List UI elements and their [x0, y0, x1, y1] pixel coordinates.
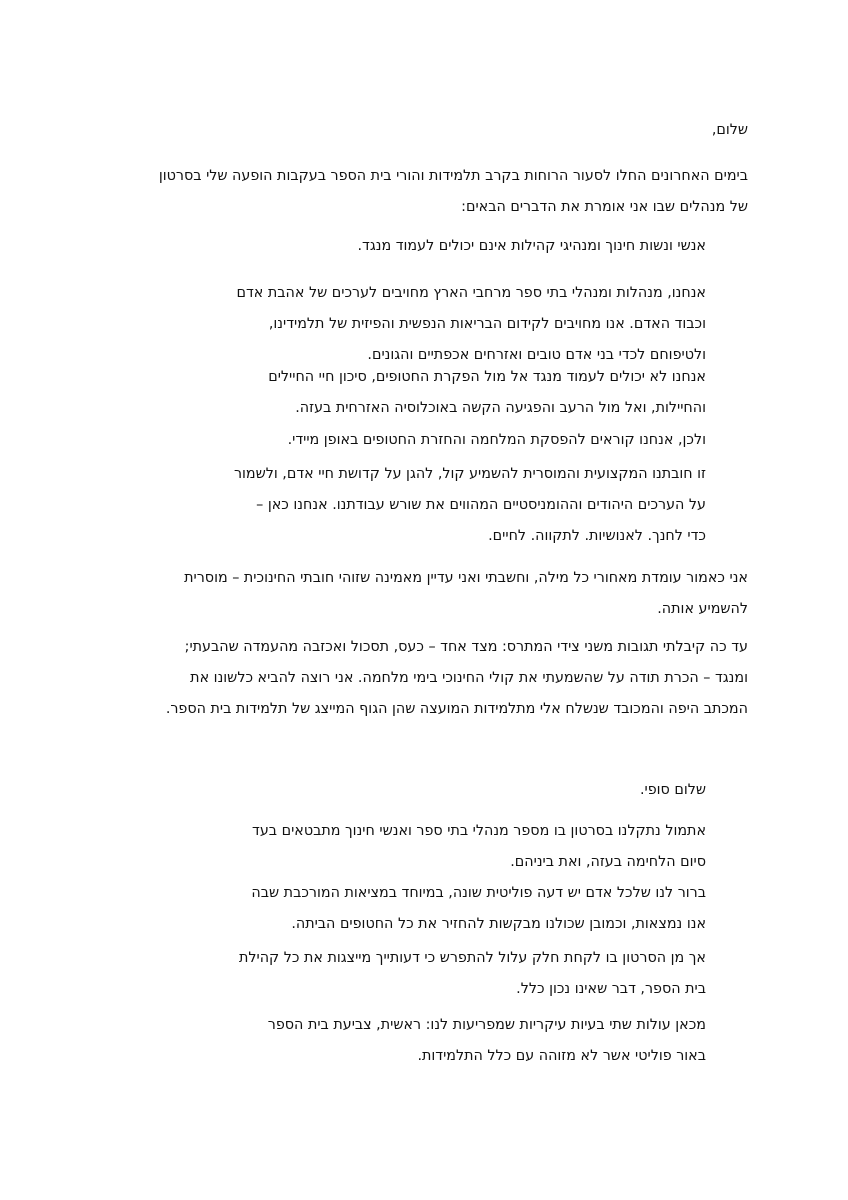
students-line: בית הספר, דבר שאינו נכון כלל.: [516, 981, 706, 997]
intro-paragraph: [100, 161, 748, 223]
students-line: אתמול נתקלנו בסרטון בו מספר מנהלי בתי ספר ואנשי חינוך מתבטאים בעד: [252, 823, 706, 839]
quote-paragraph: [212, 231, 706, 262]
quote-paragraph: [212, 278, 706, 371]
quote-line: כדי לחנך. לאנושיות. לתקווה. לחיים.: [488, 528, 706, 544]
responses-line: עד כה קיבלתי תגובות משני צידי המתרס: מצד אחד – כעס, תסכול ואכזבה מהעמדה שהבעתי;: [184, 639, 748, 655]
students-paragraph: [158, 816, 706, 878]
greeting: [100, 115, 748, 146]
quote-line: אנחנו לא יכולים לעמוד מנגד אל מול הפקרת החטופים, סיכון חיי החיילים: [268, 369, 706, 385]
students-greeting-line: שלום סופי.: [639, 782, 706, 798]
responses-paragraph: [100, 632, 748, 725]
responses-line: ומנגד – הכרת תודה על שהשמעתי את קולי החינוכי בימי מלחמה. אני רוצה להביא כלשונו את: [190, 670, 748, 686]
quote-line: וכבוד האדם. אנו מחויבים לקידום הבריאות הנפשית והפיזית של תלמידינו,: [268, 316, 706, 332]
stance-paragraph: [100, 563, 748, 625]
students-line: סיום הלחימה בעזה, ואת ביניהם.: [510, 854, 706, 870]
quote-line: זו חובתנו המקצועית והמוסרית להשמיע קול, להגן על קדושת חיי אדם, ולשמור: [233, 466, 706, 482]
responses-line: המכתב היפה והמכובד שנשלח אלי מתלמידות המועצה שהן הגוף המייצג של תלמידות בית הספר.: [165, 701, 748, 717]
greeting-line: שלום,: [711, 122, 748, 138]
quote-line: אנשי ונשות חינוך ומנהיגי קהילות אינם יכולים לעמוד מנגד.: [357, 238, 706, 254]
quote-line: אנחנו, מנהלות ומנהלי בתי ספר מרחבי הארץ מחויבים לערכים של אהבת אדם: [236, 285, 706, 301]
students-paragraph: [158, 878, 706, 940]
quote-line: והחיילות, ואל מול הרעב והפגיעה הקשה באוכלוסיה האזרחית בעזה.: [295, 400, 706, 416]
students-line: אך מן הסרטון בו לקחת חלק עלול להתפרש כי דעותייך מייצגות את כל קהילת: [238, 950, 706, 966]
quote-paragraph: [212, 459, 706, 552]
quote-line: ולכן, אנחנו קוראים להפסקת המלחמה והחזרת החטופים באופן מיידי.: [287, 432, 706, 448]
quote-line: ולטיפוחם לכדי בני אדם טובים ואזרחים אכפתיים והגונים.: [367, 347, 706, 363]
stance-line: אני כאמור עומדת מאחורי כל מילה, וחשבתי ואני עדיין מאמינה שזוהי חובתי החינוכית – מוסרית: [184, 570, 748, 586]
students-line: באור פוליטי אשר לא מזוהה עם כלל התלמידות.: [417, 1048, 706, 1064]
students-paragraph: [158, 943, 706, 1005]
students-paragraph: [158, 1010, 706, 1072]
students-line: מכאן עולות שתי בעיות עיקריות שמפריעות לנו: ראשית, צביעת בית הספר: [267, 1017, 706, 1033]
quote-paragraph: [212, 362, 706, 424]
quote-line: על הערכים היהודים וההומניסטיים המהווים את שורש עבודתנו. אנחנו כאן –: [256, 497, 706, 513]
students-line: ברור לנו שלכל אדם יש דעה פוליטית שונה, במיוחד במציאות המורכבת שבה: [251, 885, 706, 901]
students-line: אנו נמצאות, וכמובן שכולנו מבקשות להחזיר את כל החטופים הביתה.: [291, 916, 706, 932]
intro-line: של מנהלים שבו אני אומרת את הדברים הבאים:: [461, 199, 748, 215]
intro-line: בימים האחרונים החלו לסעור הרוחות בקרב תלמידות והורי בית הספר בעקבות הופעה שלי בסרטון: [158, 168, 748, 184]
students-greeting: [158, 775, 706, 806]
quote-paragraph: [212, 425, 706, 456]
stance-line: להשמיע אותה.: [657, 601, 748, 617]
